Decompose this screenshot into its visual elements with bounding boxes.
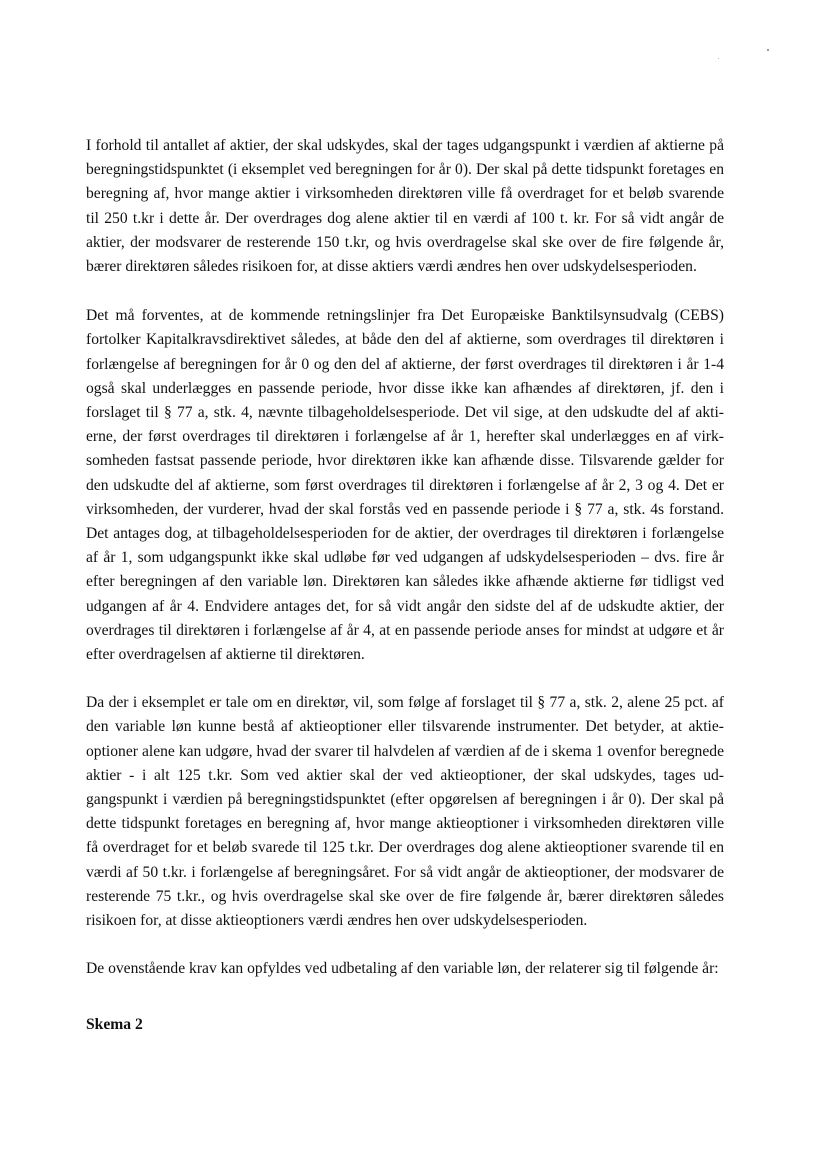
paragraph-share-options: Da der i eksemplet er tale om en direktør, vil, som følge af forslaget til § 77 a, stk. 2, alene 25 pct. af den variable løn kunne bestå af aktieoptioner eller tilsvarende instrumenter. Det betyder, at aktieoptioner alene kan udgøre, hvad der svarer til halvdelen af værdien af de i skema 1 ovenfor beregnede aktier - i alt 125 t.kr. Som ved aktier skal der ved aktieoptioner, der skal udskydes, tages udgangspunkt i værdien på beregningstidspunktet (efter opgørelsen af beregningen i år 0). Der skal på dette tidspunkt foretages en beregning af, hvor mange aktieoptioner i virksomheden direktøren ville få overdraget for et beløb svarede til 125 t.kr. Der overdrages dog alene aktieoptioner svarende til en værdi af 50 t.kr. i forlængelse af beregningsåret. For så vidt angår de aktieoptioner, der modsvarer de resterende 75 t.kr., og hvis overdragelse skal ske over de fire følgende år, bærer direktøren således risikoen for, at disse aktieoptioners værdi ændres hen over udskydelsesperioden. <box>86 694 724 930</box>
scan-speck <box>718 58 719 59</box>
document-body <box>86 134 724 1035</box>
paragraph-share-deferral: I forhold til antallet af aktier, der skal udskydes, skal der tages udgangspunkt i værdien af aktierne på beregningstidspunktet (i eksemplet ved beregningen for år 0). Der skal på dette tidspunkt foretages en beregning af, hvor mange aktier i virksomheden direktøren ville få overdraget for et beløb svarende til 250 t.kr i dette år. Der overdrages dog alene aktier til en værdi af 100 t. kr. For så vidt angår de aktier, der modsvarer de resterende 150 t.kr, og hvis overdragelse skal ske over de fire følgende år, bærer direktøren således risikoen for, at disse aktiers værdi ændres hen over udskydelsesperioden. <box>86 137 724 276</box>
schema-heading: Skema 2 <box>86 1015 143 1033</box>
paragraph-requirements: De ovenstående krav kan opfyldes ved udbetaling af den variable løn, der relaterer sig til følgende år: <box>86 960 719 978</box>
paragraph-cebs-guidelines: Det må forventes, at de kommende retningslinjer fra Det Europæiske Banktilsynsudvalg (CEBS) fortolker Kapitalkravsdirektivet således, at både den del af aktierne, som overdrages til direktøren i forlængelse af beregningen for år 0 og den del af aktierne, der først overdrages til direktøren i år 1-4 også skal underlægges en passende periode, hvor disse ikke kan afhændes af direktøren, jf. den i forslaget til § 77 a, stk. 4, nævnte tilbageholdelsesperiode. Det vil sige, at den udskudte del af aktierne, der først overdrages til direktøren i forlængelse af år 1, herefter skal underlægges en af virksomheden fastsat passende periode, hvor direktøren ikke kan afhænde disse. Tilsvarende gælder for den udskudte del af aktierne, som først overdrages til direktøren i forlængelse af år 2, 3 og 4. Det er virksomheden, der vurderer, hvad der skal forstås ved en passende periode i § 77 a, stk. 4s forstand. Det antages dog, at tilbageholdelsesperioden for de aktier, der overdrages til direktøren i forlængelse af år 1, som udgangspunkt ikke skal udløbe før ved udgangen af udskydelsesperioden – dvs. fire år efter beregningen af den variable løn. Direktøren kan således ikke afhænde aktierne før tidligst ved udgangen af år 4. Endvidere antages det, for så vidt angår den sidste del af de udskudte aktier, der overdrages til direktøren i forlængelse af år 4, at en passende periode anses for mindst at udgøre et år efter overdragelsen af aktierne til direktøren. <box>86 307 724 664</box>
scan-speck <box>767 49 769 51</box>
